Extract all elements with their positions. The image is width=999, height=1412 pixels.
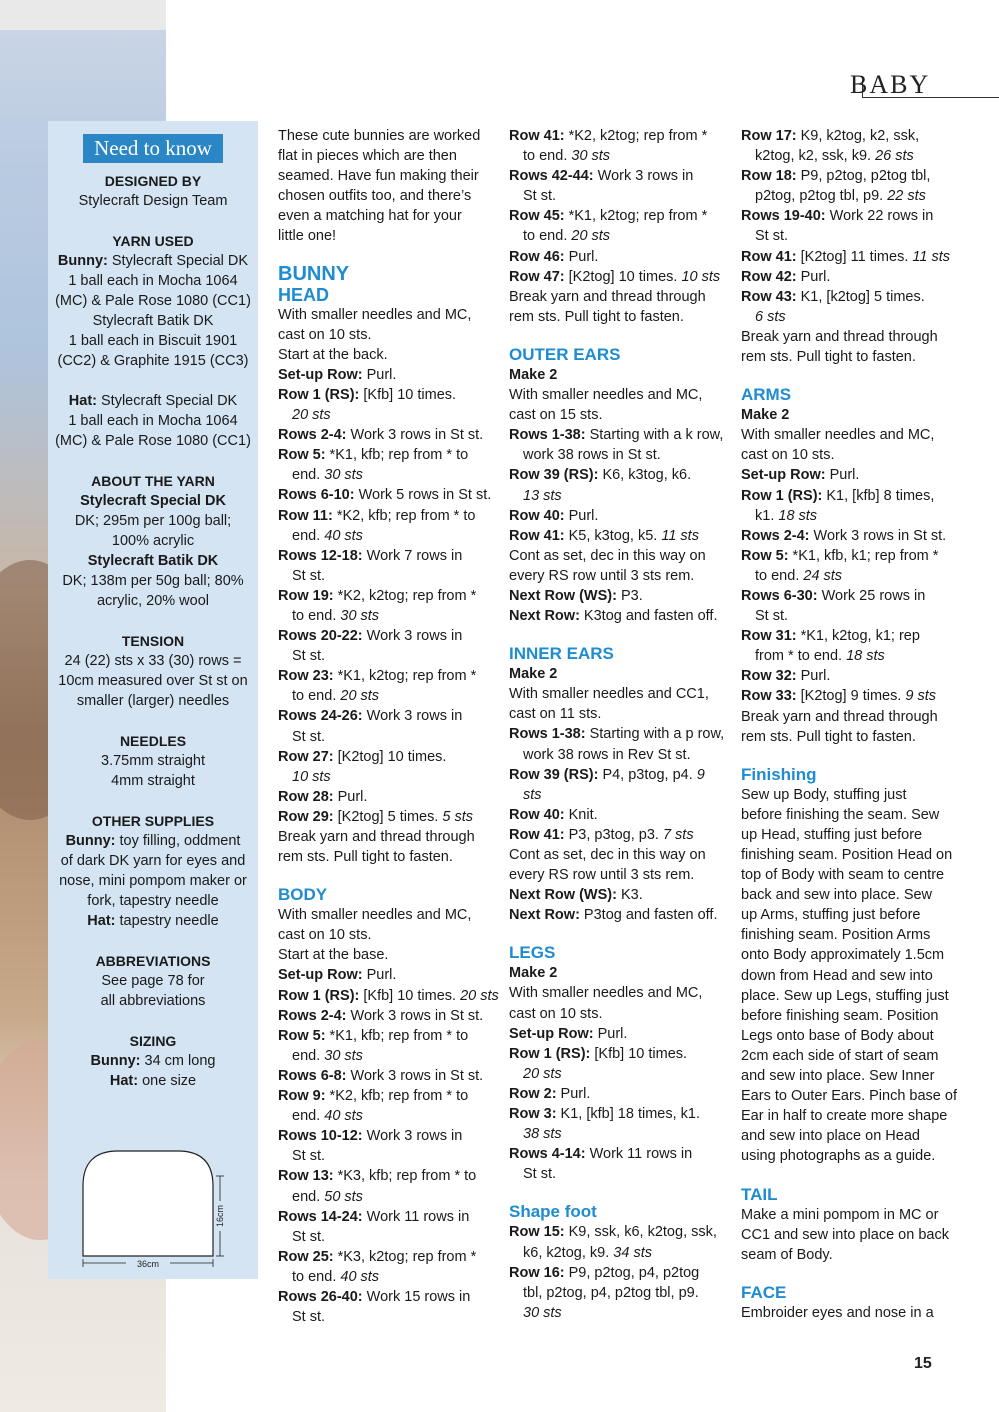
text-line: CC1 and sew into place on back	[741, 1226, 949, 1243]
head-continued	[509, 126, 731, 327]
pattern-row: Row 45: *K1, k2tog; rep from *	[509, 208, 708, 225]
pattern-row: end. 40 sts	[292, 1108, 363, 1125]
pattern-row: Make 2	[741, 407, 790, 424]
pattern-row: Next Row (WS): K3.	[509, 887, 643, 904]
pattern-row: to end. 20 sts	[523, 228, 611, 245]
text-line: back and sew into place. Sew	[741, 887, 933, 904]
pattern-row: cast on 10 sts.	[741, 447, 835, 464]
shape-foot-heading: Shape foot	[509, 1202, 597, 1222]
finishing-instructions	[741, 785, 961, 1167]
pattern-row: Row 5: *K1, kfb, k1; rep from *	[741, 547, 939, 564]
pattern-row: Row 47: [K2tog] 10 times. 10 sts	[509, 268, 721, 285]
pattern-row: to end. 20 sts	[292, 688, 380, 705]
pattern-row: Make 2	[509, 666, 558, 683]
text-line: Legs onto base of Body about	[741, 1027, 934, 1044]
pattern-row: Row 19: *K2, k2tog; rep from *	[278, 587, 477, 604]
pattern-row: With smaller needles and MC,	[278, 907, 472, 924]
text-line: up Head, stuffing just before	[741, 826, 923, 843]
text-line: top of Body with seam to centre	[741, 867, 945, 884]
pattern-row: from * to end. 18 sts	[755, 648, 885, 665]
pattern-row: Row 42: Purl.	[741, 268, 831, 285]
pattern-row: Set-up Row: Purl.	[278, 967, 397, 984]
pattern-row: Row 18: P9, p2tog, p2tog tbl,	[741, 168, 931, 185]
pattern-row: cast on 10 sts.	[278, 927, 372, 944]
diagram-height-label: 16cm	[215, 1204, 225, 1228]
pattern-column-2	[509, 126, 731, 1323]
pattern-row: Next Row: P3tog and fasten off.	[509, 907, 718, 924]
hat-size-diagram	[48, 1131, 258, 1271]
pattern-row: Make 2	[509, 965, 558, 982]
shape-foot-instructions	[509, 1222, 731, 1322]
text-line: down from Head and sew into	[741, 967, 933, 984]
text-line: onto Body approximately 1.5cm	[741, 947, 945, 964]
pattern-row: Rows 19-40: Work 22 rows in	[741, 208, 934, 225]
page-number: 15	[914, 1355, 932, 1372]
pattern-row: rem sts. Pull tight to fasten.	[278, 849, 453, 866]
text-line: little one!	[278, 228, 337, 245]
pattern-row: St st.	[292, 567, 326, 584]
pattern-column-3	[741, 126, 961, 1323]
pattern-row: cast on 10 sts.	[278, 326, 372, 343]
pattern-row: Row 1 (RS): K1, [kfb] 8 times,	[741, 487, 935, 504]
pattern-row: k1. 18 sts	[755, 507, 818, 524]
pattern-row: Row 1 (RS): [Kfb] 10 times.	[509, 1045, 688, 1062]
pattern-row: Rows 1-38: Starting with a p row,	[509, 726, 725, 743]
pattern-row: to end. 40 sts	[292, 1268, 380, 1285]
pattern-row: sts	[523, 786, 542, 803]
pattern-row: Row 41: *K2, k2tog; rep from *	[509, 128, 708, 144]
pattern-row: end. 50 sts	[292, 1188, 363, 1205]
pattern-row: Row 2: Purl.	[509, 1085, 591, 1102]
pattern-row: Set-up Row: Purl.	[509, 1025, 628, 1042]
pattern-row: Row 17: K9, k2tog, k2, ssk,	[741, 128, 920, 144]
tension: TENSION 24 (22) sts x 33 (30) rows = 10cm measured over St st on smaller (larger) needles	[58, 633, 248, 709]
face-instructions	[741, 1303, 961, 1323]
pattern-row: Row 40: Knit.	[509, 806, 598, 823]
pattern-row: Row 5: *K1, kfb; rep from * to	[278, 1027, 469, 1044]
pattern-row: Row 15: K9, ssk, k6, k2tog, ssk,	[509, 1224, 717, 1241]
text-line: These cute bunnies are worked	[278, 128, 481, 144]
pattern-row: Rows 14-24: Work 11 rows in	[278, 1208, 470, 1225]
need-to-know-badge: Need to know	[83, 134, 223, 163]
pattern-row: St st.	[755, 228, 789, 245]
pattern-row: 20 sts	[292, 407, 331, 424]
pattern-row: With smaller needles and MC,	[278, 306, 472, 323]
bunny-heading: BUNNY	[278, 262, 350, 285]
pattern-row: Break yarn and thread through	[509, 288, 706, 305]
legs-heading: LEGS	[509, 943, 556, 963]
head-instructions	[278, 305, 500, 868]
text-line: Make a mini pompom in MC or	[741, 1206, 939, 1223]
pattern-row: With smaller needles and MC,	[741, 427, 935, 444]
pattern-row: St st.	[292, 1228, 326, 1245]
pattern-row: Break yarn and thread through	[741, 328, 938, 345]
text-line: and sew into place. Sew Inner	[741, 1068, 935, 1085]
text-line: Sew up Body, stuffing just	[741, 786, 907, 803]
pattern-row: Rows 42-44: Work 3 rows in	[509, 168, 694, 185]
text-line: even a matching hat for your	[278, 208, 462, 225]
text-line: seamed. Have fun making their	[278, 168, 479, 185]
outer-ears-instructions	[509, 365, 731, 626]
text-line: before finishing seam. Position	[741, 1007, 939, 1024]
pattern-row: 10 sts	[292, 768, 331, 785]
pattern-row: St st.	[292, 648, 326, 665]
other-supplies: OTHER SUPPLIES Bunny: toy filling, oddment of dark DK yarn for eyes and nose, mini pompom maker or fork, tapestry needle Hat: tapestry needle	[59, 813, 247, 929]
pattern-row: Row 40: Purl.	[509, 507, 599, 524]
pattern-row: to end. 30 sts	[292, 607, 380, 624]
pattern-row: Rows 2-4: Work 3 rows in St st.	[741, 527, 947, 544]
outer-ears-heading: OUTER EARS	[509, 344, 621, 364]
pattern-row: rem sts. Pull tight to fasten.	[741, 349, 916, 366]
pattern-row: tbl, p2tog, p4, p2tog tbl, p9.	[523, 1284, 699, 1301]
text-line: before finishing the seam. Sew	[741, 806, 940, 823]
pattern-row: Row 41: [K2tog] 11 times. 11 sts	[741, 248, 950, 265]
pattern-row: Rows 20-22: Work 3 rows in	[278, 628, 463, 645]
text-line: chosen outfits too, and there’s	[278, 188, 472, 205]
pattern-row: With smaller needles and MC,	[509, 387, 703, 404]
text-line: Ear in half to create more shape	[741, 1108, 948, 1125]
pattern-row: St st.	[292, 1148, 326, 1165]
pattern-row: Row 28: Purl.	[278, 788, 368, 805]
pattern-row: cast on 11 sts.	[509, 706, 602, 723]
pattern-row: St st.	[755, 608, 789, 625]
finishing-heading: Finishing	[741, 764, 817, 784]
pattern-row: rem sts. Pull tight to fasten.	[741, 728, 916, 745]
text-line: and sew into place on Head	[741, 1128, 920, 1145]
pattern-row: Rows 26-40: Work 15 rows in	[278, 1288, 471, 1305]
pattern-row: Break yarn and thread through	[278, 829, 475, 845]
pattern-row: Set-up Row: Purl.	[278, 366, 397, 383]
inner-ears-heading: INNER EARS	[509, 644, 614, 664]
pattern-row: St st.	[523, 1166, 557, 1183]
face-heading: FACE	[741, 1282, 787, 1302]
head-heading: HEAD	[278, 284, 330, 305]
text-line: finishing seam. Position Head on	[741, 847, 953, 863]
inner-ears-instructions	[509, 664, 731, 925]
pattern-row: St st.	[292, 728, 326, 745]
pattern-row: Next Row (WS): P3.	[509, 587, 643, 604]
pattern-row: Row 25: *K3, k2tog; rep from *	[278, 1248, 477, 1265]
pattern-row: Set-up Row: Purl.	[741, 467, 860, 484]
pattern-row: 6 sts	[755, 308, 786, 325]
pattern-row: With smaller needles and MC,	[509, 985, 703, 1002]
pattern-row: Row 3: K1, [kfb] 18 times, k1.	[509, 1106, 700, 1123]
need-to-know-sidebar	[48, 121, 258, 1279]
pattern-row: Row 1 (RS): [Kfb] 10 times.	[278, 386, 457, 403]
pattern-row: to end. 24 sts	[755, 567, 843, 584]
text-line: Embroider eyes and nose in a	[741, 1304, 934, 1321]
pattern-row: k2tog, k2, ssk, k9. 26 sts	[755, 148, 914, 165]
about-the-yarn: ABOUT THE YARN Stylecraft Special DK DK; 295m per 100g ball; 100% acrylic Stylecraft Batik DK DK; 138m per 50g ball; 80% acrylic, 20% wool	[62, 473, 244, 609]
pattern-row: 30 sts	[523, 1304, 562, 1321]
pattern-row: Row 11: *K2, kfb; rep from * to	[278, 507, 476, 524]
sizing: SIZING Bunny: 34 cm long Hat: one size	[90, 1033, 216, 1089]
pattern-row: cast on 15 sts.	[509, 407, 603, 424]
pattern-row: St st.	[292, 1309, 326, 1326]
diagram-width-label: 36cm	[136, 1259, 160, 1269]
text-line: flat in pieces which are then	[278, 148, 457, 165]
text-line: place. Sew up Legs, stuffing just	[741, 987, 949, 1004]
pattern-row: rem sts. Pull tight to fasten.	[509, 308, 684, 325]
pattern-row: Row 16: P9, p2tog, p4, p2tog	[509, 1264, 700, 1281]
pattern-row: With smaller needles and CC1,	[509, 686, 709, 703]
pattern-row: Row 33: [K2tog] 9 times. 9 sts	[741, 688, 937, 705]
pattern-row: to end. 30 sts	[523, 148, 611, 165]
section-label: BABY	[850, 70, 931, 99]
pattern-row: Rows 1-38: Starting with a k row,	[509, 427, 724, 444]
pattern-row: Row 5: *K1, kfb; rep from * to	[278, 447, 469, 464]
pattern-row: St st.	[523, 188, 557, 205]
text-line: up Arms, stuffing just before	[741, 907, 921, 924]
text-line: seam of Body.	[741, 1246, 833, 1263]
legs-continued	[741, 126, 961, 367]
text-line: finishing seam. Position Arms	[741, 927, 931, 944]
pattern-row: Row 23: *K1, k2tog; rep from *	[278, 668, 477, 685]
pattern-row: Start at the back.	[278, 346, 388, 363]
pattern-row: Row 27: [K2tog] 10 times.	[278, 748, 447, 765]
pattern-row: every RS row until 3 sts rem.	[509, 867, 695, 884]
pattern-row: Rows 6-8: Work 3 rows in St st.	[278, 1067, 484, 1084]
pattern-row: work 38 rows in St st.	[523, 447, 661, 464]
text-line: Ears to Outer Ears. Pinch base of	[741, 1088, 957, 1105]
pattern-column-1	[278, 126, 500, 1327]
text-line: using photographs as a guide.	[741, 1148, 936, 1165]
abbreviations: ABBREVIATIONS See page 78 for all abbreviations	[95, 953, 211, 1009]
pattern-row: Rows 2-4: Work 3 rows in St st.	[278, 1007, 484, 1024]
pattern-row: Rows 2-4: Work 3 rows in St st.	[278, 427, 484, 444]
pattern-row: Cont as set, dec in this way on	[509, 547, 706, 564]
pattern-row: end. 40 sts	[292, 527, 363, 544]
tail-instructions	[741, 1205, 961, 1265]
pattern-row: Rows 6-10: Work 5 rows in St st.	[278, 487, 492, 504]
needles: NEEDLES 3.75mm straight 4mm straight	[101, 733, 205, 789]
pattern-row: Cont as set, dec in this way on	[509, 847, 706, 863]
pattern-row: Row 39 (RS): P4, p3tog, p4. 9	[509, 766, 705, 783]
pattern-row: Rows 10-12: Work 3 rows in	[278, 1128, 463, 1145]
pattern-row: Row 43: K1, [k2tog] 5 times.	[741, 288, 925, 305]
legs-instructions	[509, 963, 731, 1184]
pattern-row: Row 29: [K2tog] 5 times. 5 sts	[278, 808, 474, 825]
pattern-row: Rows 24-26: Work 3 rows in	[278, 708, 463, 725]
pattern-row: 13 sts	[523, 487, 562, 504]
pattern-row: end. 30 sts	[292, 1047, 363, 1064]
pattern-row: Row 31: *K1, k2tog, k1; rep	[741, 628, 920, 645]
pattern-row: Row 9: *K2, kfb; rep from * to	[278, 1088, 469, 1105]
pattern-row: 20 sts	[523, 1065, 562, 1082]
tail-heading: TAIL	[741, 1184, 778, 1204]
pattern-row: Start at the base.	[278, 947, 389, 964]
arms-instructions	[741, 405, 961, 747]
pattern-row: Break yarn and thread through	[741, 708, 938, 725]
pattern-row: Make 2	[509, 366, 558, 383]
pattern-row: Row 39 (RS): K6, k3tog, k6.	[509, 467, 692, 484]
pattern-row: Row 46: Purl.	[509, 248, 599, 265]
yarn-used: YARN USED Bunny: Stylecraft Special DK 1 ball each in Mocha 1064 (MC) & Pale Rose 1080 (CC1) Stylecraft Batik DK 1 ball each in Biscuit 1901 (CC2) & Graphite 1915 (CC3) Hat: Stylecraft Special DK 1 ball each in Mocha 1064 (MC) & Pale Rose 1080 (CC1)	[55, 233, 251, 449]
pattern-row: Row 13: *K3, kfb; rep from * to	[278, 1168, 477, 1185]
intro-text	[278, 126, 500, 247]
pattern-row: cast on 10 sts.	[509, 1005, 603, 1022]
pattern-row: p2tog, p2tog tbl, p9. 22 sts	[755, 188, 926, 205]
pattern-row: Row 32: Purl.	[741, 668, 831, 685]
pattern-row: work 38 rows in Rev St st.	[523, 746, 691, 763]
pattern-row: Rows 12-18: Work 7 rows in	[278, 547, 463, 564]
pattern-row: k6, k2tog, k9. 34 sts	[523, 1244, 652, 1261]
body-heading: BODY	[278, 885, 328, 905]
pattern-row: Rows 4-14: Work 11 rows in	[509, 1146, 693, 1163]
pattern-row: end. 30 sts	[292, 467, 363, 484]
pattern-row: Row 41: P3, p3tog, p3. 7 sts	[509, 826, 694, 843]
pattern-row: 38 sts	[523, 1126, 562, 1143]
body-instructions	[278, 905, 500, 1327]
designed-by: DESIGNED BY Stylecraft Design Team	[78, 173, 228, 209]
pattern-row: Row 41: K5, k3tog, k5. 11 sts	[509, 527, 699, 544]
pattern-row: Next Row: K3tog and fasten off.	[509, 608, 718, 625]
pattern-row: Rows 6-30: Work 25 rows in	[741, 587, 926, 604]
arms-heading: ARMS	[741, 385, 792, 405]
text-line: 2cm each side of start of seam	[741, 1047, 939, 1064]
pattern-row: Row 1 (RS): [Kfb] 10 times. 20 sts	[278, 987, 499, 1004]
pattern-row: every RS row until 3 sts rem.	[509, 567, 695, 584]
